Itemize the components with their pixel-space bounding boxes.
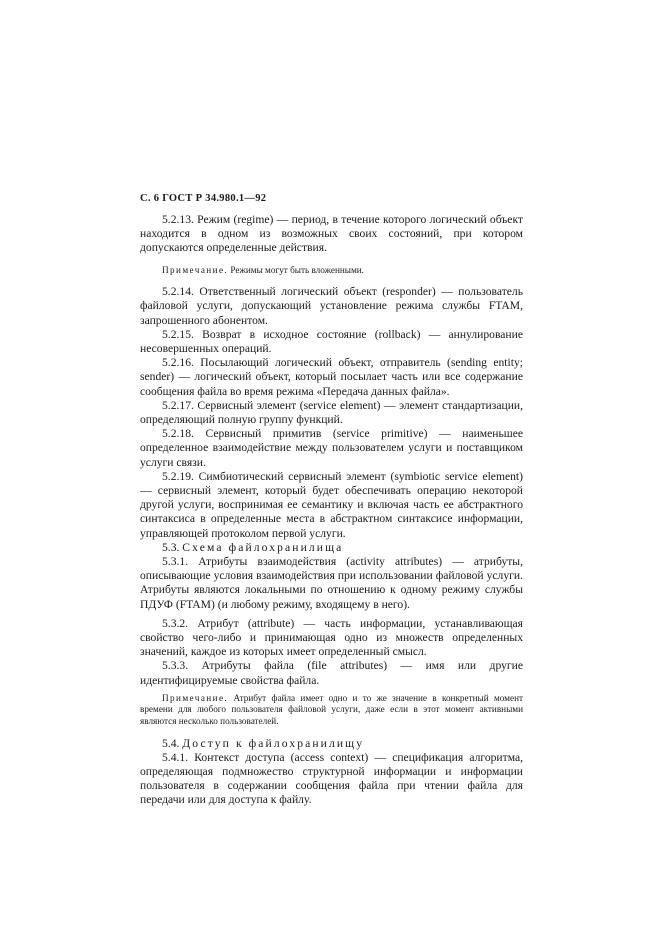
section-heading-5-4	[140, 737, 523, 751]
term-5-3-2: 5.3.2. Атрибут (attribute) — часть информации, устанавливающая свойство чего-либо и принимающая одно из множеств определенных значений, каждое из которых имеет определенный смысл.	[140, 616, 523, 659]
term-5-2-15: 5.2.15. Возврат в исходное состояние (rollback) — аннулирование несовершенных операций.	[140, 327, 523, 356]
note-label: Примечание.	[162, 692, 229, 703]
term-5-4-1: 5.4.1. Контекст доступа (access context) — спецификация алгоритма, определяющая подмножество структурной информации и информации пользователя в содержании сообщения файла при чтении файла для передачи или для доступа к файлу.	[140, 750, 523, 807]
section-heading-5-3	[140, 541, 523, 555]
term-5-2-17: 5.2.17. Сервисный элемент (service element) — элемент стандартизации, определяющий полную группу функций.	[140, 398, 523, 427]
note-modes	[140, 265, 523, 277]
term-5-2-14: 5.2.14. Ответственный логический объект (responder) — пользователь файловой услуги, допускающий установление режима службы FTAM, запрошенного абонентом.	[140, 285, 523, 327]
section-title: Доступ к файлохранилищу	[182, 736, 365, 750]
term-5-3-3: 5.3.3. Атрибуты файла (file attributes) — имя или другие идентифицируемые свойства файла.	[140, 659, 523, 687]
note-label: Примечание.	[162, 264, 229, 275]
note-file-attributes	[140, 693, 523, 728]
term-5-2-18: 5.2.18. Сервисный примитив (service primitive) — наименьшее определенное взаимодействие между пользователем услуги и поставщиком услуги связи.	[140, 427, 523, 469]
section-number: 5.3.	[162, 540, 180, 554]
section-number: 5.4.	[162, 736, 180, 750]
term-5-3-1: 5.3.1. Атрибуты взаимодействия (activity attributes) — атрибуты, описывающие условия взаимодействия при использовании файловой услуги. Атрибуты являются локальными по отношению к одному режиму службы ПДУФ (FTAM) (и любому режиму, входящему в него).	[140, 555, 523, 611]
section-title: Схема файлохранилища	[182, 540, 344, 554]
note-text: Атрибут файла имеет одно и то же значение в конкретный момент времени для любого пользователя файловой услуги, даже если в этот момент активными являются несколько пользователей.	[140, 692, 523, 727]
page-header: С. 6 ГОСТ Р 34.980.1—92	[140, 193, 267, 204]
term-5-2-19: 5.2.19. Симбиотический сервисный элемент (symbiotic service element) — сервисный элемент, который будет обеспечивать операцию некоторой другой услуги, воспринимая ее семантику и включая часть ее абстрактного синтаксиса в определенные места в абстрактном синтаксисе информации, управляющей протоколом первой услуги.	[140, 469, 523, 540]
term-5-2-13: 5.2.13. Режим (regime) — период, в течение которого логический объект находится в одном из возможных своих состояний, при котором допускаются определенные действия.	[140, 213, 523, 255]
note-text: Режимы могут быть вложенными.	[228, 264, 364, 275]
term-5-2-16: 5.2.16. Посылающий логический объект, отправитель (sending entity; sender) — логический объект, который посылает часть или все содержание сообщения файла во время режима «Передача данных файла».	[140, 356, 523, 398]
document-body	[140, 213, 523, 808]
